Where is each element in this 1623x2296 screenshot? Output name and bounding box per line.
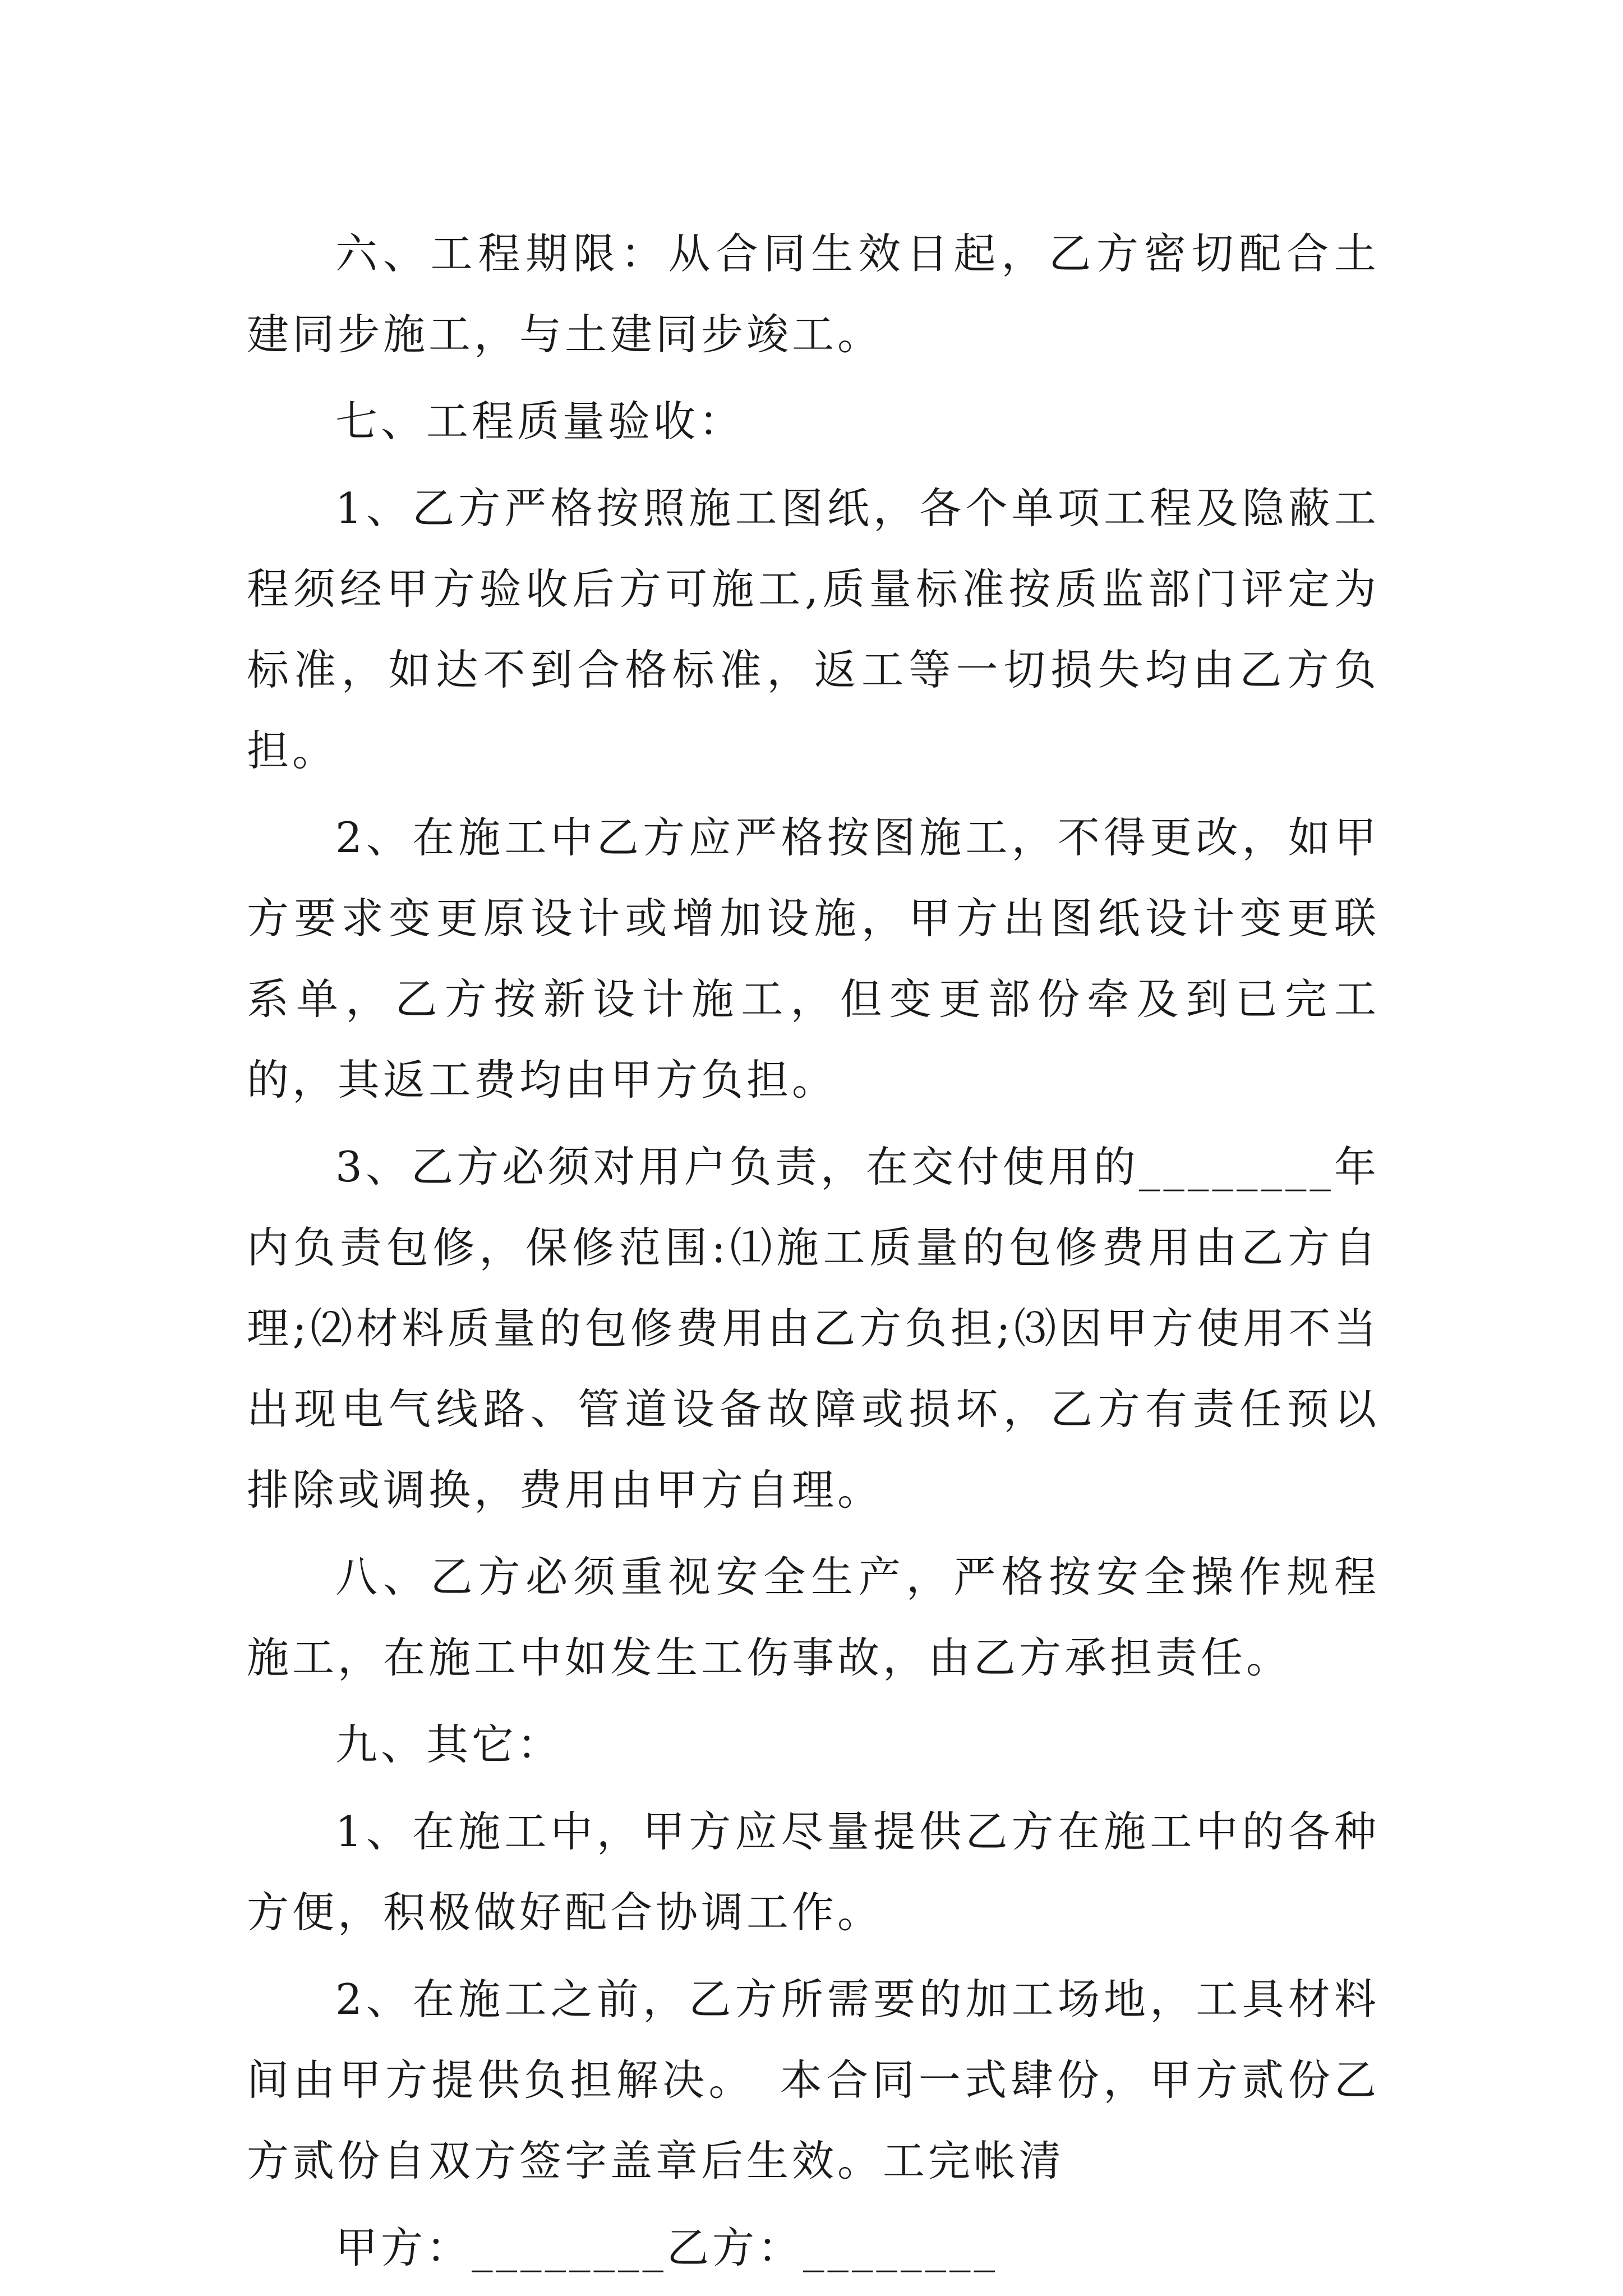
document-body <box>247 213 1380 2288</box>
paragraph-other-2: 2、在施工之前，乙方所需要的加工场地，工具材料间由甲方提供负担解决。 本合同一式肆份，甲方贰份乙方贰份自双方签字盖章后生效。工完帐清 <box>247 1975 1380 2185</box>
paragraph-project-duration: 六、工程期限：从合同生效日起，乙方密切配合土建同步施工，与土建同步竣工。 <box>247 229 1380 359</box>
heading-quality-acceptance: 七、工程质量验收： <box>335 397 745 446</box>
signature-line: 甲方：________乙方：________ <box>335 2223 999 2272</box>
paragraph-quality-2: 2、在施工中乙方应严格按图施工，不得更改，如甲方要求变更原设计或增加设施，甲方出图纸设计变更联系单，乙方按新设计施工，但变更部份牵及到已完工的，其返工费均由甲方负担。 <box>247 813 1380 1105</box>
paragraph-other-1: 1、在施工中，甲方应尽量提供乙方在施工中的各种方便，积极做好配合协调工作。 <box>247 1807 1380 1937</box>
paragraph-safety: 八、乙方必须重视安全生产，严格按安全操作规程施工，在施工中如发生工伤事故，由乙方承担责任。 <box>247 1552 1380 1682</box>
paragraph-quality-1: 1、乙方严格按照施工图纸，各个单项工程及隐蔽工程须经甲方验收后方可施工,质量标准按质监部门评定为标准，如达不到合格标准，返工等一切损失均由乙方负担。 <box>247 484 1380 775</box>
paragraph-quality-3: 3、乙方必须对用户负责，在交付使用的________年内负责包修，保修范围:⑴施工质量的包修费用由乙方自理;⑵材料质量的包修费用由乙方负担;⑶因甲方使用不当出现电气线路、管道设备故障或损坏，乙方有责任预以排除或调换，费用由甲方自理。 <box>247 1142 1380 1515</box>
heading-other: 九、其它： <box>335 1720 563 1769</box>
